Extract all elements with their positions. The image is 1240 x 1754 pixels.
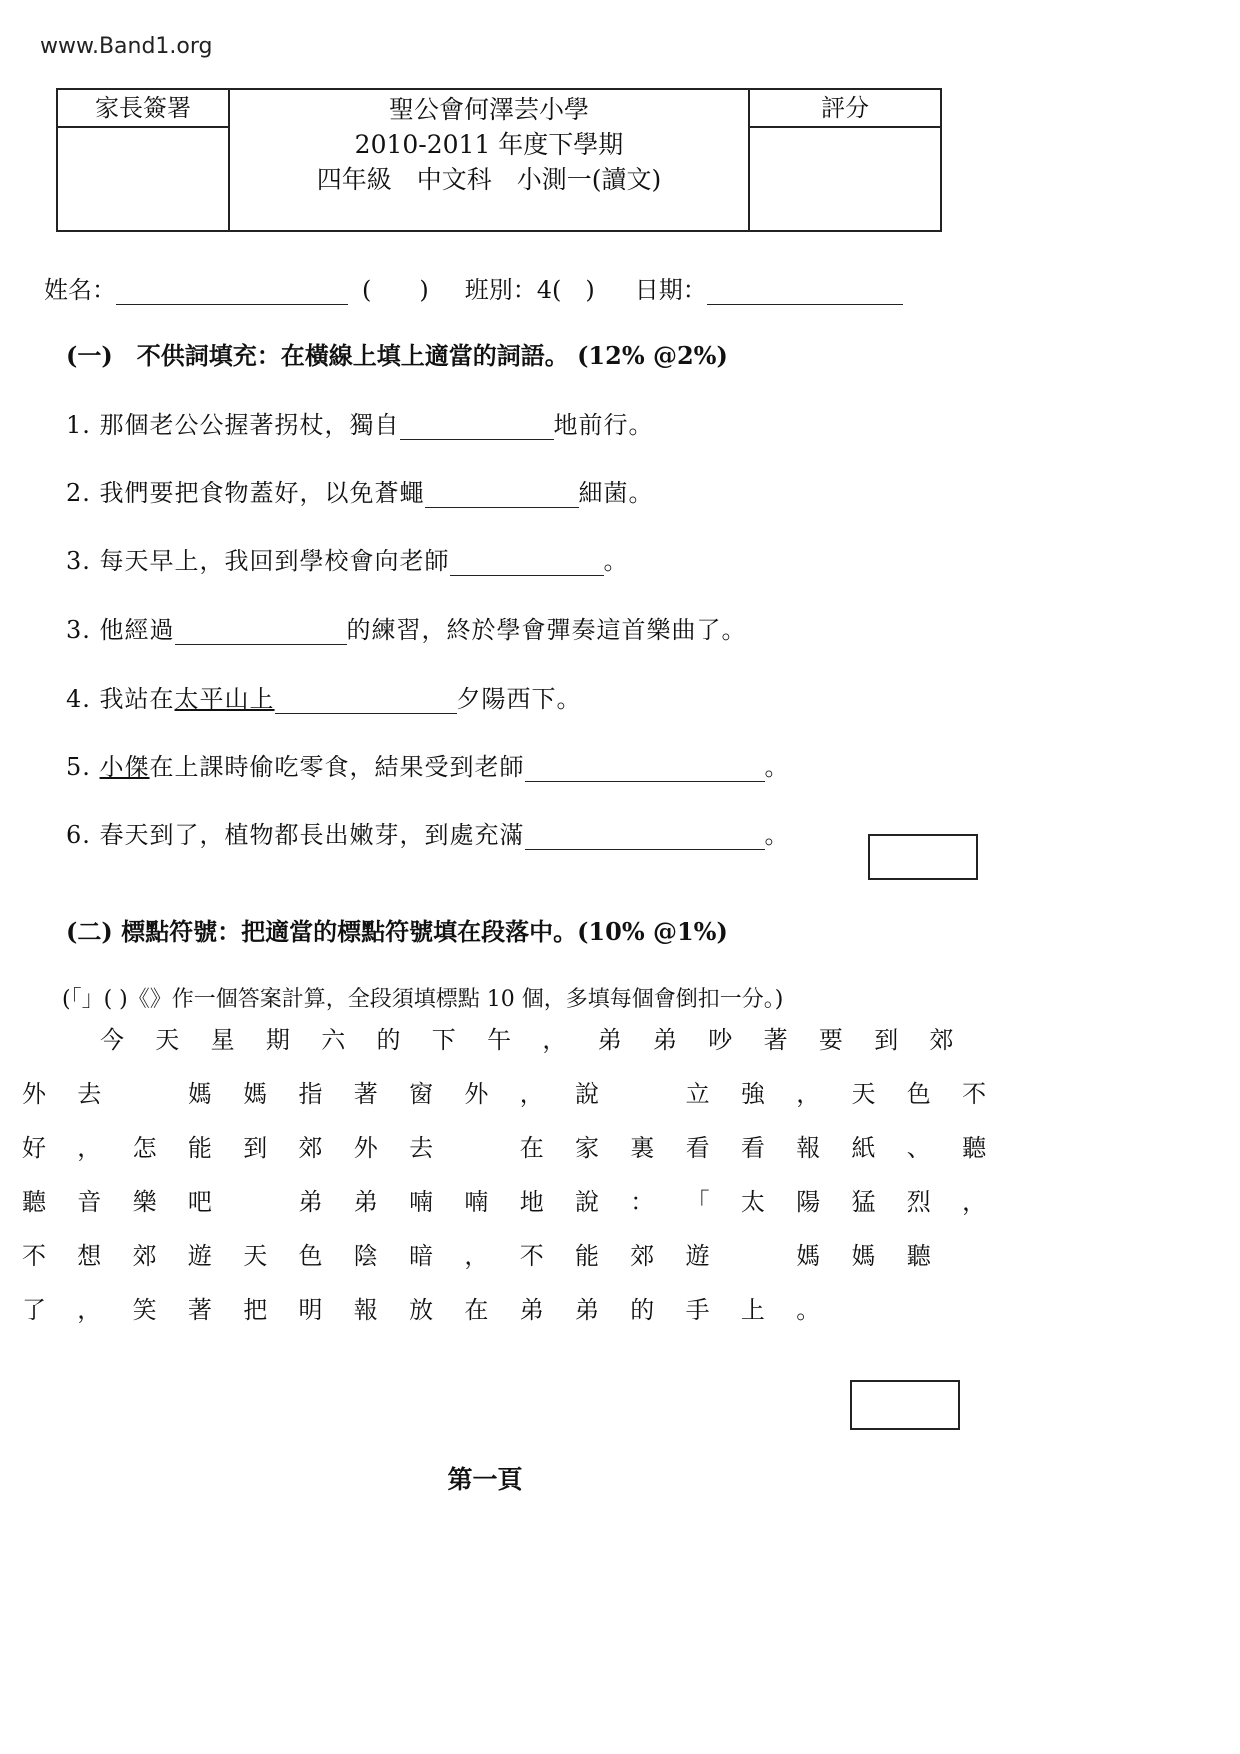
passage-char: 聽: [962, 1134, 987, 1162]
watermark: www.Band1.org: [40, 34, 213, 59]
passage-char: 郊: [929, 1026, 954, 1054]
passage-char: 聽: [906, 1242, 931, 1270]
passage-char: 六: [321, 1026, 346, 1054]
passage-char: 放: [409, 1296, 434, 1324]
question-text: 4. 我站在: [66, 685, 175, 713]
question-text: 在上課時偷吃零食，結果受到老師: [149, 753, 525, 781]
passage-char: 地: [519, 1188, 544, 1216]
question-text: 5.: [66, 753, 100, 781]
passage-char: 弟: [298, 1188, 323, 1216]
passage-char: 報: [796, 1134, 821, 1162]
passage-char: 喃: [464, 1188, 489, 1216]
question-text: 3. 每天早上，我回到學校會向老師: [66, 547, 450, 575]
passage-char: 了: [22, 1296, 46, 1324]
passage-char: 把: [243, 1296, 268, 1324]
question-text: 夕陽西下。: [456, 685, 582, 713]
passage-char: 陽: [796, 1188, 821, 1216]
proper-noun: 小傑: [99, 753, 150, 781]
date-label: 日期：: [634, 276, 707, 304]
passage-char: 紙: [851, 1134, 876, 1162]
passage-char: 能: [187, 1134, 212, 1162]
passage-char: 猛: [851, 1188, 876, 1216]
passage-char: 看: [685, 1134, 710, 1162]
passage-char: 弟: [653, 1026, 677, 1054]
passage-char: 窗: [409, 1080, 434, 1108]
passage-char: 報: [353, 1296, 378, 1324]
school-name: 聖公會何澤芸小學: [388, 95, 589, 124]
question-text: 。: [764, 821, 790, 849]
passage-char: ，: [542, 1026, 567, 1054]
passage-char: 能: [575, 1242, 599, 1270]
passage-char: 午: [487, 1026, 512, 1054]
passage-char: 要: [818, 1026, 843, 1054]
passage-char: ，: [464, 1242, 489, 1270]
passage-char: 的: [630, 1296, 655, 1324]
question-text: 地前行。: [553, 411, 654, 439]
passage-char: 說: [575, 1080, 599, 1108]
passage-char: 烈: [906, 1188, 931, 1216]
passage-char: 弟: [575, 1296, 599, 1324]
passage-char: 媽: [851, 1242, 876, 1270]
passage-char: 媽: [796, 1242, 821, 1270]
passage-char: 媽: [243, 1080, 268, 1108]
passage-char: 弟: [353, 1188, 378, 1216]
passage-char: 色: [298, 1242, 323, 1270]
passage-char: 不: [962, 1080, 987, 1108]
passage-char: 笑: [132, 1296, 157, 1324]
section2-note: (「」( )《》作一個答案計算，全段須填標點 10 個，多填每個會倒扣一分。): [62, 987, 784, 1012]
passage-char: 的: [376, 1026, 401, 1054]
passage-char: 天: [243, 1242, 268, 1270]
section1-title: (一) 不供詞填充：在橫線上填上適當的詞語。 (12% @2%): [66, 341, 728, 370]
passage-char: 星: [210, 1026, 235, 1054]
passage-char: 音: [77, 1188, 102, 1216]
passage-char: 去: [77, 1080, 102, 1108]
passage-char: 郊: [630, 1242, 655, 1270]
passage-char: 明: [298, 1296, 323, 1324]
passage-char: 不: [22, 1242, 46, 1270]
passage-char: 吧: [187, 1188, 212, 1216]
passage-char: 吵: [708, 1026, 733, 1054]
question-text: 6. 春天到了，植物都長出嫩芽，到處充滿: [66, 821, 525, 849]
passage-char: 在: [464, 1296, 489, 1324]
question-text: 。: [764, 753, 790, 781]
passage-char: ：: [630, 1188, 655, 1216]
subject-line: 四年級 中文科 小測一(讀文): [316, 165, 662, 194]
passage-char: 說: [575, 1188, 599, 1216]
passage-char: 強: [740, 1080, 765, 1108]
passage-char: 看: [740, 1134, 765, 1162]
passage-char: 裏: [630, 1134, 655, 1162]
passage-char: 家: [575, 1134, 599, 1162]
question-text: 2. 我們要把食物蓋好，以免蒼蠅: [66, 479, 425, 507]
passage-char: 去: [409, 1134, 434, 1162]
passage-char: 不: [519, 1242, 544, 1270]
passage-char: 怎: [132, 1134, 157, 1162]
name-label: 姓名：: [44, 276, 116, 304]
class-number-paren: ( ): [362, 276, 429, 304]
passage-char: ，: [77, 1296, 102, 1324]
passage-char: 暗: [409, 1242, 434, 1270]
passage-char: 樂: [132, 1188, 157, 1216]
section2-title: (二) 標點符號：把適當的標點符號填在段落中。(10% @1%): [66, 917, 728, 946]
passage-char: 想: [77, 1242, 102, 1270]
passage-char: 色: [906, 1080, 931, 1108]
passage-char: 在: [519, 1134, 544, 1162]
passage-char: 著: [763, 1026, 788, 1054]
passage-char: 到: [243, 1134, 268, 1162]
passage-char: 遊: [685, 1242, 710, 1270]
passage-char: ，: [519, 1080, 544, 1108]
passage-char: 今: [100, 1026, 124, 1054]
passage-char: 遊: [187, 1242, 212, 1270]
passage-char: 著: [353, 1080, 378, 1108]
passage-char: 陰: [353, 1242, 378, 1270]
passage-char: ，: [77, 1134, 102, 1162]
passage-char: ，: [796, 1080, 821, 1108]
passage-char: 下: [431, 1026, 456, 1054]
passage-char: 好: [22, 1134, 46, 1162]
page-number: 第一頁: [447, 1465, 523, 1494]
passage-char: 、: [906, 1134, 931, 1162]
passage-char: 外: [22, 1080, 46, 1108]
passage-char: 弟: [519, 1296, 544, 1324]
class-label: 班別：4( ): [464, 276, 595, 304]
passage-char: ，: [962, 1188, 987, 1216]
score-label: 評分: [750, 90, 940, 128]
question-text: 3. 他經過: [66, 616, 175, 644]
passage-char: 郊: [298, 1134, 323, 1162]
passage-char: 著: [187, 1296, 212, 1324]
passage-char: 期: [265, 1026, 290, 1054]
proper-noun: 太平山上: [174, 685, 275, 713]
passage-char: 外: [353, 1134, 378, 1162]
term: 2010-2011 年度下學期: [354, 130, 624, 159]
passage-char: 上: [740, 1296, 765, 1324]
passage-char: 天: [155, 1026, 180, 1054]
passage-char: 弟: [597, 1026, 622, 1054]
passage-char: 喃: [409, 1188, 434, 1216]
passage-char: 「: [685, 1188, 710, 1216]
passage-char: 指: [298, 1080, 323, 1108]
passage-char: 手: [685, 1296, 710, 1324]
passage-char: 外: [464, 1080, 489, 1108]
passage-char: 。: [796, 1296, 821, 1324]
question-text: 。: [603, 547, 629, 575]
question-text: 1. 那個老公公握著拐杖，獨自: [66, 411, 400, 439]
question-text: 的練習，終於學會彈奏這首樂曲了。: [346, 616, 747, 644]
parent-signature-label: 家長簽署: [58, 90, 228, 128]
passage-char: 郊: [132, 1242, 157, 1270]
section2-score-box[interactable]: [850, 1380, 960, 1430]
passage-char: 天: [851, 1080, 876, 1108]
passage-char: 聽: [22, 1188, 46, 1216]
passage-char: 到: [874, 1026, 899, 1054]
passage-char: 太: [740, 1188, 765, 1216]
question-text: 細菌。: [578, 479, 654, 507]
passage-char: 立: [685, 1080, 710, 1108]
passage-char: 媽: [187, 1080, 212, 1108]
